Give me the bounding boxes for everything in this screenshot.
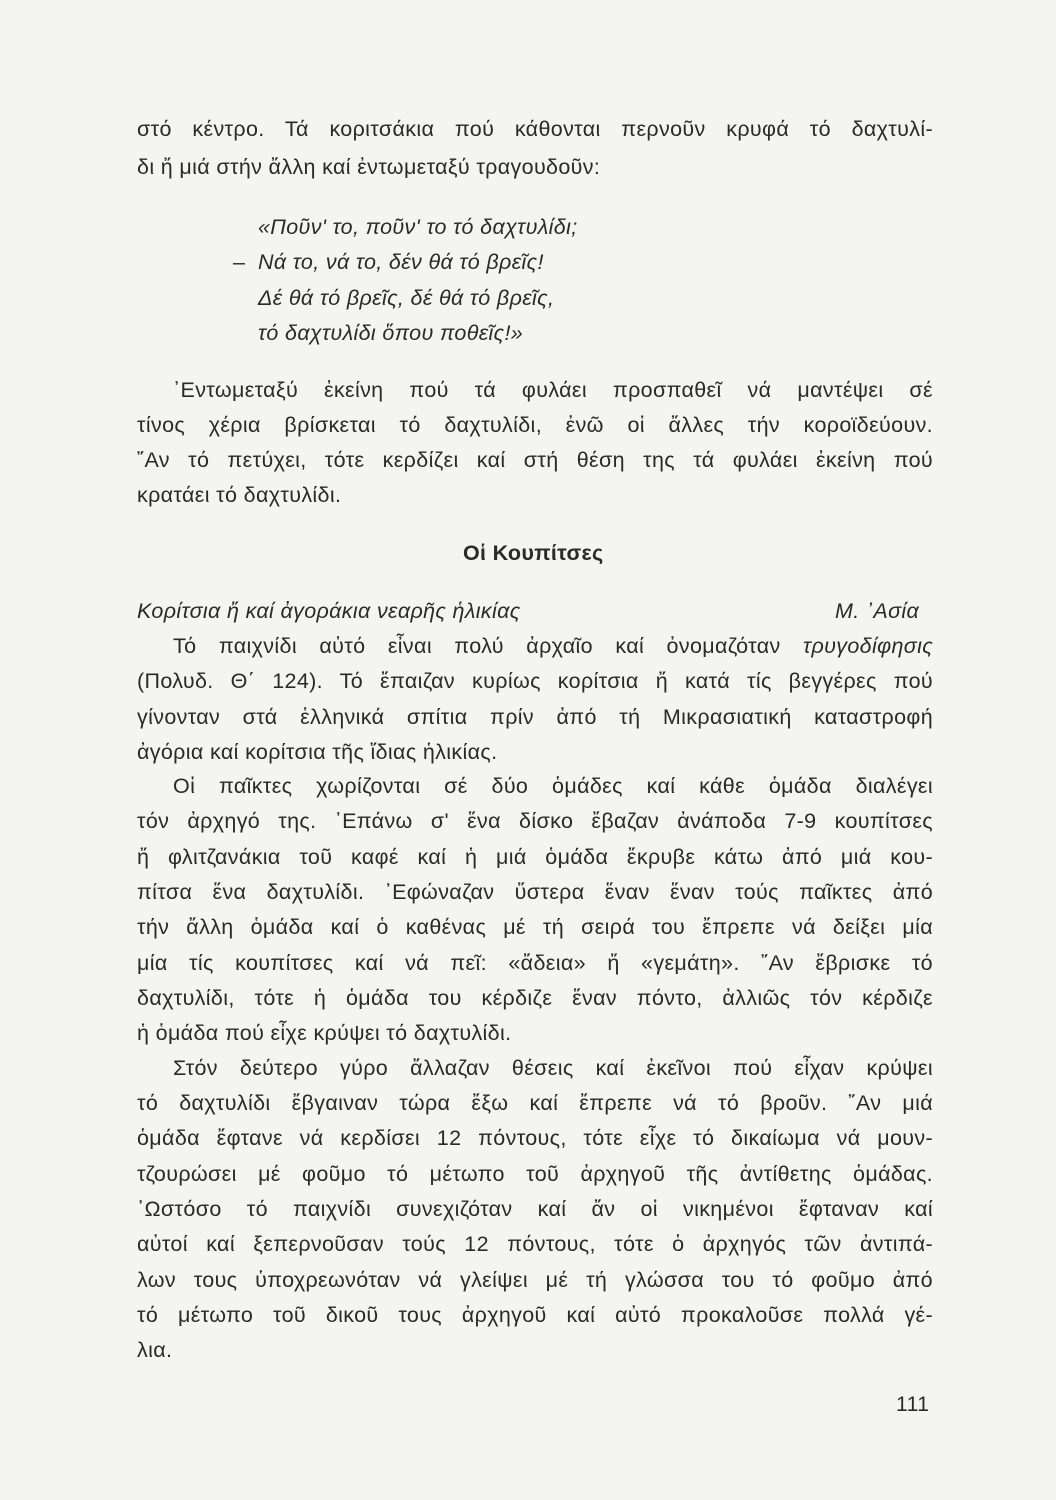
- paragraph-3-line-1: Οἱ παῖκτες χωρίζονται σέ δύο ὁμάδες καί κάθε ὁμάδα διαλέγει: [173, 774, 933, 798]
- paragraph-1-line-4: κρατάει τό δαχτυλίδι.: [137, 483, 342, 507]
- paragraph-3-line-2: τόν ἀρχηγό της. ᾽Επάνω σ' ἕνα δίσκο ἔβαζαν ἀνάποδα 7-9 κουπίτσες: [137, 809, 933, 833]
- section-title: Οἱ Κουπίτσες: [463, 541, 604, 565]
- paragraph-4-line-1: Στόν δεύτερο γύρο ἄλλαζαν θέσεις καί ἐκεῖνοι πού εἶχαν κρύψει: [173, 1056, 933, 1080]
- paragraph-3-line-3: ἤ φλιτζανάκια τοῦ καφέ καί ἡ μιά ὁμάδα ἔκρυβε κάτω ἀπό μιά κου-: [137, 845, 933, 869]
- paragraph-2-line-3: γίνονταν στά ἑλληνικά σπίτια πρίν ἀπό τή Μικρασιατική καταστροφή: [137, 705, 933, 729]
- paragraph-4-line-4: τζουρώσει μέ φοῦμο τό μέτωπο τοῦ ἀρχηγοῦ τῆς ἀντίθετης ὁμάδας.: [137, 1162, 933, 1186]
- poem-line-2: Νά το, νά το, δέν θά τό βρεῖς!: [258, 250, 544, 274]
- paragraph-1-line-2: τίνος χέρια βρίσκεται τό δαχτυλίδι, ἐνῶ οἱ ἄλλες τήν κοροϊδεύουν.: [137, 413, 933, 437]
- paragraph-3-line-7: δαχτυλίδι, τότε ἡ ὁμάδα του κέρδιζε ἕναν πόντο, ἀλλιῶς τόν κέρδιζε: [137, 986, 933, 1010]
- paragraph-4-line-7: λων τους ὑποχρεωνόταν νά γλείψει μέ τή γλώσσα του τό φοῦμο ἀπό: [137, 1268, 933, 1292]
- paragraph-4-line-8: τό μέτωπο τοῦ δικοῦ τους ἀρχηγοῦ καί αὐτό προκαλοῦσε πολλά γέ-: [137, 1303, 933, 1327]
- poem-line-3: Δέ θά τό βρεῖς, δέ θά τό βρεῖς,: [258, 286, 555, 310]
- page-number: 111: [896, 1393, 930, 1416]
- paragraph-2-line-1: [173, 631, 933, 661]
- paragraph-2-line-1-text: Τό παιχνίδι αὐτό εἶναι πολύ ἀρχαῖο καί ὀνομαζόταν: [173, 634, 781, 658]
- intro-line-2: δι ἤ μιά στήν ἄλλη καί ἐντωμεταξύ τραγουδοῦν:: [137, 155, 601, 179]
- intro-line-1: στό κέντρο. Τά κοριτσάκια πού κάθονται περνοῦν κρυφά τό δαχτυλί-: [137, 117, 933, 141]
- paragraph-3-line-8: ἡ ὁμάδα πού εἶχε κρύψει τό δαχτυλίδι.: [137, 1021, 512, 1045]
- paragraph-3-line-4: πίτσα ἕνα δαχτυλίδι. ᾽Εφώναζαν ὕστερα ἕναν ἕναν τούς παῖκτες ἀπό: [137, 880, 933, 904]
- subtitle-right: Μ. ᾽Ασία: [835, 599, 920, 623]
- paragraph-4-line-2: τό δαχτυλίδι ἔβγαιναν τώρα ἔξω καί ἔπρεπε νά τό βροῦν. ῎Αν μιά: [137, 1091, 933, 1115]
- subtitle-left: Κορίτσια ἤ καί ἀγοράκια νεαρῆς ἡλικίας: [137, 599, 521, 623]
- poem-line-4: τό δαχτυλίδι ὅπου ποθεῖς!»: [258, 321, 524, 345]
- paragraph-4-line-3: ὁμάδα ἔφτανε νά κερδίσει 12 πόντους, τότε εἶχε τό δικαίωμα νά μουν-: [137, 1126, 933, 1150]
- paragraph-1-line-3: ῎Αν τό πετύχει, τότε κερδίζει καί στή θέση της τά φυλάει ἐκείνη πού: [137, 448, 933, 472]
- paragraph-2-line-4: ἀγόρια καί κορίτσια τῆς ἴδιας ἡλικίας.: [137, 740, 498, 764]
- paragraph-1-line-1: ᾽Εντωμεταξύ ἐκείνη πού τά φυλάει προσπαθεῖ νά μαντέψει σέ: [173, 378, 933, 402]
- paragraph-3-line-5: τήν ἄλλη ὁμάδα καί ὁ καθένας μέ τή σειρά του ἔπρεπε νά δείξει μία: [137, 915, 933, 939]
- paragraph-2-line-2: (Πολυδ. Θ΄ 124). Τό ἔπαιζαν κυρίως κορίτσια ἤ κατά τίς βεγγέρες πού: [137, 669, 933, 693]
- paragraph-3-line-6: μία τίς κουπίτσες καί νά πεῖ: «ἄδεια» ἤ «γεμάτη». ῎Αν ἔβρισκε τό: [137, 951, 933, 975]
- paragraph-4-line-9: λια.: [137, 1338, 173, 1362]
- paragraph-4-line-6: αὐτοί καί ξεπερνοῦσαν τούς 12 πόντους, τότε ὁ ἀρχηγός τῶν ἀντιπά-: [137, 1232, 933, 1256]
- poem-line-1: «Ποῦν' το, ποῦν' το τό δαχτυλίδι;: [258, 215, 578, 239]
- paragraph-4-line-5: ᾽Ωστόσο τό παιχνίδι συνεχιζόταν καί ἄν οἱ νικημένοι ἔφταναν καί: [137, 1197, 933, 1221]
- poem-dash: –: [233, 250, 245, 274]
- paragraph-2-line-1-italic-term: τρυγοδίφησις: [803, 634, 934, 658]
